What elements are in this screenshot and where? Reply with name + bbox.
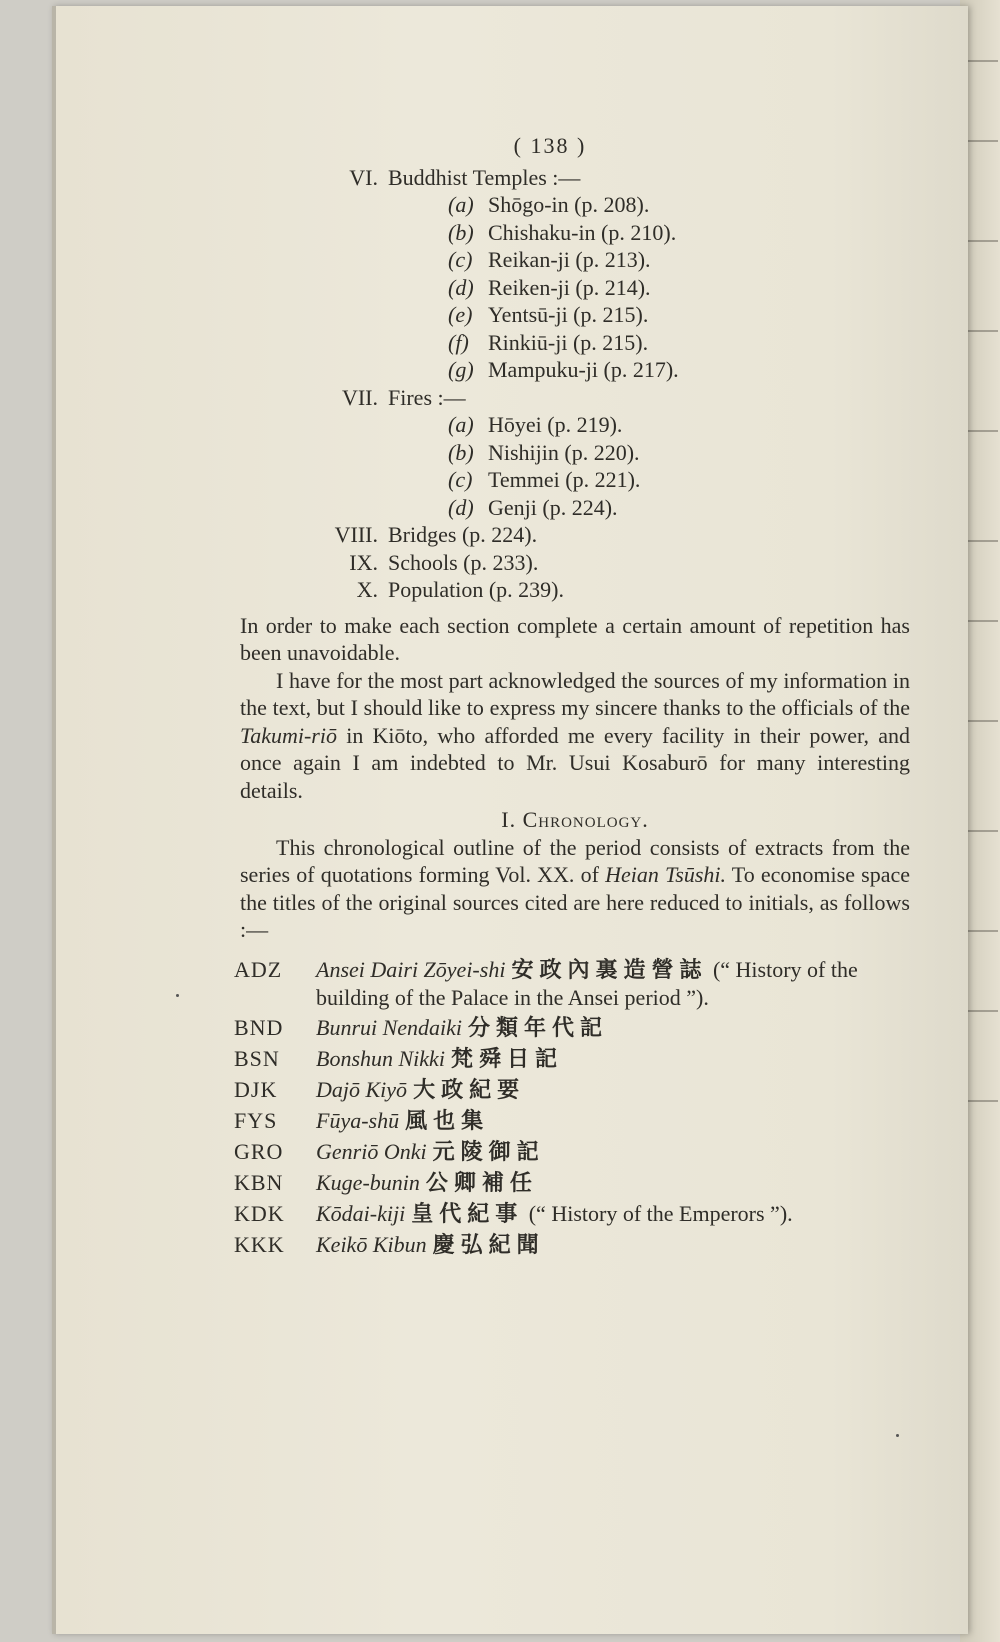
speck [896,1434,899,1437]
toc-subsection-row [240,274,910,302]
source-kanji: 安政內裏造營誌 [511,957,708,983]
abbreviation-entry [316,956,910,1012]
abbreviation-row [234,1107,910,1136]
abbreviation-row [234,1076,910,1105]
toc-section-row [240,576,910,604]
source-note: (“ History of the building of the Palace in the Ansei period ”). [316,956,858,1010]
source-kanji: 慶弘紀聞 [432,1232,545,1258]
text-span: To economise space the titles of the original sources cited are here reduced to initials, as follows :— [240,862,911,942]
toc-subsection-row [240,466,910,494]
toc-subsection-row [240,246,910,274]
toc-sub-text: Mampuku-ji (p. 217). [488,357,679,382]
text-span: in Kiōto, who afforded me every facility in their power, and once again I am indebted to Mr. Usui Kosaburō for many interesting details. [240,722,910,803]
toc-subsection-row [240,329,910,357]
source-title: Keikō Kibun [316,1231,427,1257]
toc-sub-text: Shōgo-in (p. 208). [488,192,650,217]
abbreviation-code: KKK [234,1231,285,1257]
toc-section-row [240,521,910,549]
abbreviation-entry [316,1107,910,1136]
toc-sub-letter: (b) [448,439,474,465]
abbreviation-code: DJK [234,1076,278,1102]
source-kanji: 分類年代記 [468,1015,609,1041]
abbreviation-entry [316,1200,910,1229]
toc-sub-letter: (f) [448,329,469,355]
toc-sub-letter: (b) [448,219,474,245]
text-span: This chronological outline of the period consists of extracts from the series of quotations forming Vol. XX. of [240,834,910,887]
toc-roman-numeral: X. [356,577,378,602]
italic-term: Takumi-riō [240,722,337,748]
paragraph-repetition: In order to make each section complete a certain amount of repetition has been unavoidable. [240,612,910,665]
toc-section-title: Fires :— [388,384,466,410]
source-note: (“ History of the Emperors ”). [528,1200,793,1226]
text-span: I have for the most part acknowledged the sources of my information in the text, but I should like to express my sincere thanks to the officials of the [240,667,910,720]
abbreviation-row [234,1045,910,1074]
source-title: Kuge-bunin [316,1169,420,1195]
source-kanji: 梵舜日記 [450,1046,563,1072]
abbreviation-row [234,956,910,1012]
toc-sub-text: Yentsū-ji (p. 215). [488,302,649,327]
abbreviation-entry [316,1231,910,1260]
toc-subsection-row [240,301,910,329]
abbreviation-row [234,1014,910,1043]
abbreviation-code: BND [234,1014,284,1040]
abbreviation-code: KBN [234,1169,284,1195]
toc-section-row [240,549,910,577]
toc-section-row [240,164,910,192]
toc-sub-text: Chishaku-in (p. 210). [488,219,677,245]
toc-subsection-row [240,219,910,247]
toc-sub-text: Reiken-ji (p. 214). [488,274,651,300]
toc-roman-numeral: VII. [341,384,378,410]
speck [176,994,179,997]
source-title: Kōdai-kiji [316,1200,406,1226]
toc-subsection-row [240,356,910,384]
page-number: ( 138 ) [513,133,587,158]
toc-sub-letter: (d) [448,494,474,520]
toc-section-title: Population (p. 239). [388,577,564,602]
source-title: Bonshun Nikki [316,1045,445,1071]
abbreviation-row [234,1169,910,1198]
toc-sub-text: Rinkiū-ji (p. 215). [488,329,649,355]
source-kanji: 元陵御記 [432,1139,545,1165]
abbreviation-entry [316,1169,910,1198]
toc-sub-letter: (c) [448,247,473,272]
section-heading: I. Chronology. [501,807,649,832]
abbreviation-row [234,1138,910,1167]
toc-sub-letter: (d) [448,274,474,300]
toc-sub-letter: (e) [448,302,473,327]
toc-subsection-row [240,494,910,522]
page-content [234,132,911,1262]
source-title: Ansei Dairi Zōyei-shi [316,956,506,982]
source-title: Fūya-shū [316,1107,400,1133]
paragraph-chronology-intro [240,834,910,944]
abbreviation-code: ADZ [234,956,283,982]
source-title: Dajō Kiyō [316,1076,408,1102]
toc-section-row [240,384,910,412]
paragraph-acknowledgement [240,667,910,805]
abbreviation-entry [316,1014,910,1043]
toc-section-title: Schools (p. 233). [388,549,539,575]
toc-sub-text: Hōyei (p. 219). [488,412,623,437]
abbreviation-code: BSN [234,1045,280,1071]
toc-sub-text: Temmei (p. 221). [488,467,641,492]
abbreviation-entry [316,1045,910,1074]
abbreviation-list [234,956,910,1260]
toc-sub-text: Nishijin (p. 220). [488,439,640,465]
abbreviation-code: KDK [234,1200,285,1226]
toc-subsection-row [240,439,910,467]
toc-roman-numeral: VIII. [334,522,378,547]
toc-sub-text: Reikan-ji (p. 213). [488,247,651,272]
abbreviation-row [234,1200,910,1229]
toc-section-title: Buddhist Temples :— [388,164,581,190]
source-kanji: 皇代紀事 [411,1201,524,1227]
toc-roman-numeral: VI. [349,164,378,190]
toc-sub-text: Genji (p. 224). [488,494,618,520]
source-title: Bunrui Nendaiki [316,1014,463,1040]
italic-term: Heian Tsūshi. [605,862,727,887]
toc-roman-numeral: IX. [349,549,378,575]
source-kanji: 大政紀要 [413,1077,526,1103]
abbreviation-code: FYS [234,1107,278,1133]
source-title: Genriō Onki [316,1138,427,1164]
toc-sub-letter: (c) [448,467,473,492]
table-of-contents [240,164,910,604]
toc-subsection-row [240,411,910,439]
toc-sub-letter: (a) [448,412,474,437]
abbreviation-code: GRO [234,1138,284,1164]
abbreviation-entry [316,1138,910,1167]
toc-sub-letter: (a) [448,192,474,217]
toc-subsection-row [240,191,910,219]
toc-sub-letter: (g) [448,357,474,382]
source-kanji: 公卿補任 [425,1170,538,1196]
abbreviation-entry [316,1076,910,1105]
source-kanji: 風也集 [405,1108,490,1134]
abbreviation-row [234,1231,910,1260]
toc-section-title: Bridges (p. 224). [388,522,538,547]
